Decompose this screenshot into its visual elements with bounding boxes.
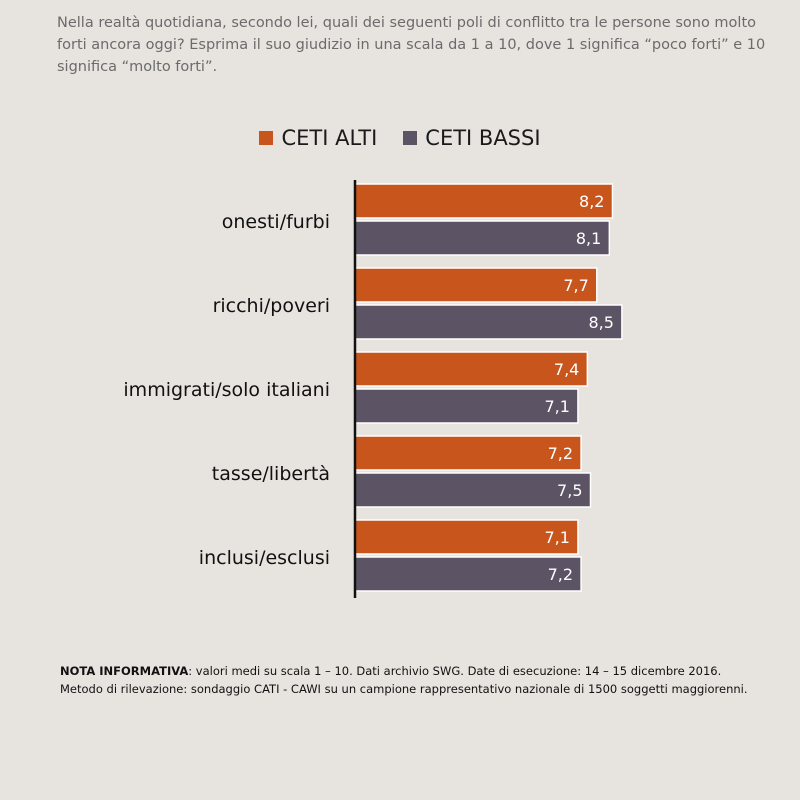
note-text: : valori medi su scala 1 – 10. Dati archivio SWG. Date di esecuzione: 14 – 15 dicembre 2016. Metodo di rilevazione: sondaggio CATI - CAWI su un campione rappresentativo nazionale di 1500 soggetti maggiorenni. [60,664,748,696]
data-label: 7,7 [563,276,589,295]
note-label: NOTA INFORMATIVA [60,664,189,678]
category-label: inclusi/esclusi [198,547,330,569]
data-label: 7,1 [544,528,570,547]
data-label: 7,1 [544,397,570,416]
data-label: 7,2 [547,444,574,463]
bar-ceti-bassi-0 [355,221,609,255]
bar-ceti-bassi-1 [355,305,622,339]
data-label: 7,4 [553,360,580,379]
data-label: 8,1 [575,229,602,248]
data-label: 7,2 [547,565,574,584]
bar-ceti-bassi-3 [355,473,591,507]
category-label: immigrati/solo italiani [123,379,330,401]
legend-label-ceti-bassi: CETI BASSI [425,126,541,150]
bar-ceti-alti-2 [355,352,587,386]
bar-ceti-alti-0 [355,184,612,218]
data-label: 8,2 [579,192,605,211]
category-label: tasse/libertà [211,463,330,485]
question-text: Nella realtà quotidiana, secondo lei, quali dei seguenti poli di conflitto tra le persone sono molto forti ancora oggi? Esprima il suo giudizio in una scala da 1 a 10, dove 1 significa “poco forti” e 10 significa “molto forti”. [57,15,766,75]
category-label: ricchi/poveri [212,295,330,317]
note-informativa [60,662,760,698]
data-label: 8,5 [588,313,614,332]
legend-label-ceti-alti: CETI ALTI [281,126,378,150]
category-label: onesti/furbi [221,211,330,233]
bar-ceti-alti-1 [355,268,597,302]
data-label: 7,5 [557,481,583,500]
